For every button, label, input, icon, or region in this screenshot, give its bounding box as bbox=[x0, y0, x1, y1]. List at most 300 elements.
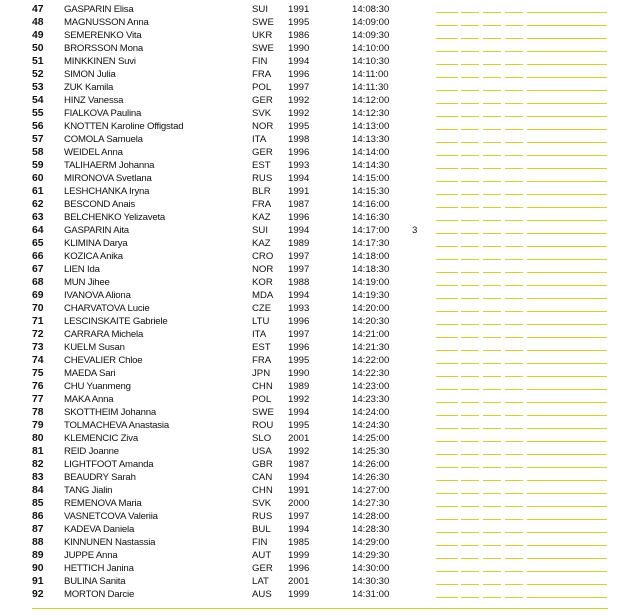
result-blank-line-2 bbox=[461, 558, 479, 559]
result-blank-line-4 bbox=[505, 38, 523, 39]
result-blank-line-1 bbox=[436, 272, 458, 273]
result-blank-line-2 bbox=[461, 233, 479, 234]
result-blank-line-1 bbox=[436, 311, 458, 312]
result-blank-line-3 bbox=[483, 142, 501, 143]
result-blank-line-3 bbox=[483, 558, 501, 559]
result-blank-line-2 bbox=[461, 51, 479, 52]
result-blank-line-3 bbox=[483, 168, 501, 169]
result-blank-line-5 bbox=[527, 376, 607, 377]
athlete-name: CARRARA Michela bbox=[64, 329, 144, 340]
start-list-row bbox=[0, 276, 632, 289]
result-blank-line-4 bbox=[505, 103, 523, 104]
start-list-row bbox=[0, 393, 632, 406]
result-blank-line-4 bbox=[505, 376, 523, 377]
start-time: 14:25:00 bbox=[352, 433, 390, 444]
result-blank-line-1 bbox=[436, 207, 458, 208]
result-blank-line-4 bbox=[505, 324, 523, 325]
result-blank-line-5 bbox=[527, 532, 607, 533]
athlete-name: ZUK Kamila bbox=[64, 82, 114, 93]
result-blank-line-5 bbox=[527, 25, 607, 26]
athlete-name: KNOTTEN Karoline Offigstad bbox=[64, 121, 184, 132]
result-blank-line-5 bbox=[527, 428, 607, 429]
nation-code: EST bbox=[252, 342, 271, 353]
athlete-name: BEAUDRY Sarah bbox=[64, 472, 136, 483]
start-list-row bbox=[0, 419, 632, 432]
start-list-row bbox=[0, 107, 632, 120]
birth-year: 2000 bbox=[288, 498, 310, 509]
start-time: 14:14:30 bbox=[352, 160, 390, 171]
birth-year: 1990 bbox=[288, 368, 310, 379]
result-blank-line-4 bbox=[505, 545, 523, 546]
result-blank-line-2 bbox=[461, 493, 479, 494]
result-blank-line-3 bbox=[483, 298, 501, 299]
nation-code: CRO bbox=[252, 251, 274, 262]
start-list-row bbox=[0, 94, 632, 107]
result-blank-line-1 bbox=[436, 532, 458, 533]
nation-code: POL bbox=[252, 82, 272, 93]
nation-code: SWE bbox=[252, 17, 274, 28]
bib-number: 55 bbox=[32, 108, 44, 119]
start-time: 14:23:00 bbox=[352, 381, 390, 392]
result-blank-line-3 bbox=[483, 545, 501, 546]
result-blank-line-4 bbox=[505, 207, 523, 208]
start-list-row bbox=[0, 224, 632, 237]
result-blank-line-3 bbox=[483, 77, 501, 78]
result-blank-line-1 bbox=[436, 480, 458, 481]
bib-number: 74 bbox=[32, 355, 44, 366]
result-blank-line-5 bbox=[527, 12, 607, 13]
nation-code: SVK bbox=[252, 108, 272, 119]
birth-year: 1994 bbox=[288, 173, 310, 184]
start-time: 14:10:30 bbox=[352, 56, 390, 67]
bib-number: 86 bbox=[32, 511, 44, 522]
result-blank-line-1 bbox=[436, 181, 458, 182]
result-blank-line-4 bbox=[505, 389, 523, 390]
bib-number: 80 bbox=[32, 433, 44, 444]
result-blank-line-4 bbox=[505, 246, 523, 247]
nation-code: SUI bbox=[252, 4, 268, 15]
birth-year: 1992 bbox=[288, 446, 310, 457]
bib-number: 66 bbox=[32, 251, 44, 262]
result-blank-line-3 bbox=[483, 246, 501, 247]
result-blank-line-4 bbox=[505, 64, 523, 65]
result-blank-line-1 bbox=[436, 298, 458, 299]
start-time: 14:19:00 bbox=[352, 277, 390, 288]
result-blank-line-4 bbox=[505, 155, 523, 156]
result-blank-line-5 bbox=[527, 415, 607, 416]
result-blank-line-4 bbox=[505, 506, 523, 507]
start-time: 14:17:30 bbox=[352, 238, 390, 249]
start-time: 14:23:30 bbox=[352, 394, 390, 405]
result-blank-line-1 bbox=[436, 454, 458, 455]
start-list-row bbox=[0, 484, 632, 497]
result-blank-line-5 bbox=[527, 597, 607, 598]
nation-code: KAZ bbox=[252, 238, 271, 249]
result-blank-line-5 bbox=[527, 103, 607, 104]
result-blank-line-3 bbox=[483, 493, 501, 494]
result-blank-line-2 bbox=[461, 428, 479, 429]
result-blank-line-2 bbox=[461, 454, 479, 455]
result-blank-line-2 bbox=[461, 441, 479, 442]
athlete-name: LIGHTFOOT Amanda bbox=[64, 459, 154, 470]
nation-code: FIN bbox=[252, 537, 268, 548]
bib-number: 52 bbox=[32, 69, 44, 80]
result-blank-line-1 bbox=[436, 350, 458, 351]
start-list-row bbox=[0, 510, 632, 523]
bib-number: 92 bbox=[32, 589, 44, 600]
start-time: 14:12:30 bbox=[352, 108, 390, 119]
result-blank-line-2 bbox=[461, 207, 479, 208]
start-list-row bbox=[0, 68, 632, 81]
bib-number: 60 bbox=[32, 173, 44, 184]
result-blank-line-4 bbox=[505, 480, 523, 481]
result-blank-line-2 bbox=[461, 532, 479, 533]
nation-code: JPN bbox=[252, 368, 271, 379]
result-blank-line-4 bbox=[505, 90, 523, 91]
result-blank-line-5 bbox=[527, 77, 607, 78]
result-blank-line-1 bbox=[436, 363, 458, 364]
start-list-row bbox=[0, 536, 632, 549]
result-blank-line-3 bbox=[483, 402, 501, 403]
bib-number: 87 bbox=[32, 524, 44, 535]
result-blank-line-2 bbox=[461, 298, 479, 299]
nation-code: KOR bbox=[252, 277, 273, 288]
result-blank-line-1 bbox=[436, 12, 458, 13]
start-time: 14:22:30 bbox=[352, 368, 390, 379]
start-time: 14:30:30 bbox=[352, 576, 390, 587]
result-blank-line-4 bbox=[505, 571, 523, 572]
result-blank-line-1 bbox=[436, 389, 458, 390]
result-blank-line-4 bbox=[505, 532, 523, 533]
result-blank-line-5 bbox=[527, 168, 607, 169]
result-blank-line-5 bbox=[527, 493, 607, 494]
bib-number: 48 bbox=[32, 17, 44, 28]
result-blank-line-2 bbox=[461, 545, 479, 546]
result-blank-line-3 bbox=[483, 207, 501, 208]
result-blank-line-1 bbox=[436, 64, 458, 65]
footer-rule bbox=[32, 608, 608, 609]
bib-number: 75 bbox=[32, 368, 44, 379]
nation-code: BUL bbox=[252, 524, 271, 535]
start-time: 14:28:30 bbox=[352, 524, 390, 535]
result-blank-line-5 bbox=[527, 584, 607, 585]
bib-number: 63 bbox=[32, 212, 44, 223]
bib-number: 65 bbox=[32, 238, 44, 249]
bib-number: 59 bbox=[32, 160, 44, 171]
birth-year: 1989 bbox=[288, 381, 310, 392]
result-blank-line-4 bbox=[505, 350, 523, 351]
result-blank-line-3 bbox=[483, 90, 501, 91]
result-blank-line-2 bbox=[461, 519, 479, 520]
result-blank-line-3 bbox=[483, 350, 501, 351]
result-blank-line-4 bbox=[505, 441, 523, 442]
result-blank-line-2 bbox=[461, 376, 479, 377]
result-blank-line-3 bbox=[483, 181, 501, 182]
start-time: 14:21:00 bbox=[352, 329, 390, 340]
birth-year: 1994 bbox=[288, 225, 310, 236]
birth-year: 1986 bbox=[288, 30, 310, 41]
start-list-row bbox=[0, 497, 632, 510]
result-blank-line-3 bbox=[483, 220, 501, 221]
birth-year: 1996 bbox=[288, 316, 310, 327]
birth-year: 1997 bbox=[288, 329, 310, 340]
result-blank-line-4 bbox=[505, 129, 523, 130]
result-blank-line-5 bbox=[527, 311, 607, 312]
result-blank-line-1 bbox=[436, 337, 458, 338]
athlete-name: BULINA Sanita bbox=[64, 576, 126, 587]
result-blank-line-2 bbox=[461, 402, 479, 403]
start-list-row bbox=[0, 328, 632, 341]
start-time: 14:29:00 bbox=[352, 537, 390, 548]
start-list-row bbox=[0, 367, 632, 380]
result-blank-line-1 bbox=[436, 168, 458, 169]
start-time: 14:24:30 bbox=[352, 420, 390, 431]
result-blank-line-3 bbox=[483, 25, 501, 26]
birth-year: 1999 bbox=[288, 589, 310, 600]
athlete-name: VASNETCOVA Valeriia bbox=[64, 511, 158, 522]
start-time: 14:22:00 bbox=[352, 355, 390, 366]
start-time: 14:08:30 bbox=[352, 4, 390, 15]
result-blank-line-2 bbox=[461, 363, 479, 364]
result-blank-line-1 bbox=[436, 220, 458, 221]
result-blank-line-3 bbox=[483, 51, 501, 52]
result-blank-line-3 bbox=[483, 324, 501, 325]
athlete-name: FIALKOVA Paulina bbox=[64, 108, 142, 119]
nation-code: EST bbox=[252, 160, 271, 171]
result-blank-line-4 bbox=[505, 519, 523, 520]
nation-code: SWE bbox=[252, 43, 274, 54]
athlete-name: KINNUNEN Nastassia bbox=[64, 537, 156, 548]
start-time: 14:17:00 bbox=[352, 225, 390, 236]
bib-number: 70 bbox=[32, 303, 44, 314]
bib-number: 64 bbox=[32, 225, 44, 236]
start-time: 14:30:00 bbox=[352, 563, 390, 574]
result-blank-line-4 bbox=[505, 337, 523, 338]
result-blank-line-3 bbox=[483, 428, 501, 429]
bib-number: 61 bbox=[32, 186, 44, 197]
bib-number: 88 bbox=[32, 537, 44, 548]
athlete-name: LESCINSKAITE Gabriele bbox=[64, 316, 168, 327]
nation-code: SWE bbox=[252, 407, 274, 418]
result-blank-line-2 bbox=[461, 181, 479, 182]
start-time: 14:26:30 bbox=[352, 472, 390, 483]
birth-year: 2001 bbox=[288, 576, 310, 587]
result-blank-line-3 bbox=[483, 506, 501, 507]
result-blank-line-2 bbox=[461, 220, 479, 221]
result-blank-line-3 bbox=[483, 363, 501, 364]
result-blank-line-4 bbox=[505, 597, 523, 598]
nation-code: FIN bbox=[252, 56, 268, 67]
athlete-name: GASPARIN Aita bbox=[64, 225, 129, 236]
start-time: 14:18:30 bbox=[352, 264, 390, 275]
result-blank-line-1 bbox=[436, 51, 458, 52]
result-blank-line-4 bbox=[505, 415, 523, 416]
birth-year: 1994 bbox=[288, 472, 310, 483]
result-blank-line-1 bbox=[436, 38, 458, 39]
result-blank-line-2 bbox=[461, 103, 479, 104]
start-list-row bbox=[0, 380, 632, 393]
start-time: 14:15:00 bbox=[352, 173, 390, 184]
bib-number: 62 bbox=[32, 199, 44, 210]
start-list-row bbox=[0, 55, 632, 68]
bib-number: 53 bbox=[32, 82, 44, 93]
result-blank-line-5 bbox=[527, 233, 607, 234]
result-blank-line-4 bbox=[505, 402, 523, 403]
result-blank-line-1 bbox=[436, 441, 458, 442]
bib-number: 76 bbox=[32, 381, 44, 392]
result-blank-line-2 bbox=[461, 116, 479, 117]
birth-year: 1994 bbox=[288, 290, 310, 301]
bib-number: 49 bbox=[32, 30, 44, 41]
result-blank-line-1 bbox=[436, 233, 458, 234]
start-time: 14:13:30 bbox=[352, 134, 390, 145]
result-blank-line-1 bbox=[436, 493, 458, 494]
result-blank-line-3 bbox=[483, 571, 501, 572]
result-blank-line-4 bbox=[505, 220, 523, 221]
start-time: 14:21:30 bbox=[352, 342, 390, 353]
birth-year: 1995 bbox=[288, 17, 310, 28]
result-blank-line-2 bbox=[461, 155, 479, 156]
athlete-name: REID Joanne bbox=[64, 446, 119, 457]
result-blank-line-5 bbox=[527, 324, 607, 325]
bib-number: 71 bbox=[32, 316, 44, 327]
result-blank-line-1 bbox=[436, 519, 458, 520]
result-blank-line-1 bbox=[436, 558, 458, 559]
nation-code: NOR bbox=[252, 264, 274, 275]
start-list-row bbox=[0, 341, 632, 354]
result-blank-line-4 bbox=[505, 181, 523, 182]
bib-number: 73 bbox=[32, 342, 44, 353]
start-list-row bbox=[0, 42, 632, 55]
birth-year: 1999 bbox=[288, 550, 310, 561]
start-list-row bbox=[0, 432, 632, 445]
result-blank-line-1 bbox=[436, 415, 458, 416]
athlete-name: KLEMENCIC Ziva bbox=[64, 433, 138, 444]
result-blank-line-4 bbox=[505, 467, 523, 468]
start-time: 14:13:00 bbox=[352, 121, 390, 132]
result-blank-line-4 bbox=[505, 168, 523, 169]
nation-code: KAZ bbox=[252, 212, 271, 223]
birth-year: 1992 bbox=[288, 95, 310, 106]
result-blank-line-3 bbox=[483, 64, 501, 65]
result-blank-line-3 bbox=[483, 103, 501, 104]
start-list-row bbox=[0, 549, 632, 562]
start-time: 14:25:30 bbox=[352, 446, 390, 457]
nation-code: CAN bbox=[252, 472, 273, 483]
result-blank-line-2 bbox=[461, 168, 479, 169]
start-time: 14:31:00 bbox=[352, 589, 390, 600]
start-list-table bbox=[0, 3, 632, 601]
result-blank-line-1 bbox=[436, 428, 458, 429]
start-list-row bbox=[0, 315, 632, 328]
bib-number: 91 bbox=[32, 576, 44, 587]
start-list-row bbox=[0, 458, 632, 471]
bib-number: 67 bbox=[32, 264, 44, 275]
result-blank-line-5 bbox=[527, 480, 607, 481]
result-blank-line-1 bbox=[436, 402, 458, 403]
nation-code: FRA bbox=[252, 199, 272, 210]
nation-code: LTU bbox=[252, 316, 270, 327]
start-time: 14:16:30 bbox=[352, 212, 390, 223]
result-blank-line-2 bbox=[461, 584, 479, 585]
athlete-name: SKOTTHEIM Johanna bbox=[64, 407, 157, 418]
nation-code: AUT bbox=[252, 550, 272, 561]
birth-year: 1996 bbox=[288, 69, 310, 80]
birth-year: 1998 bbox=[288, 134, 310, 145]
result-blank-line-2 bbox=[461, 129, 479, 130]
nation-code: ITA bbox=[252, 329, 267, 340]
nation-code: USA bbox=[252, 446, 272, 457]
result-blank-line-2 bbox=[461, 415, 479, 416]
result-blank-line-3 bbox=[483, 389, 501, 390]
result-blank-line-3 bbox=[483, 194, 501, 195]
start-time: 14:11:30 bbox=[352, 82, 389, 93]
birth-year: 1997 bbox=[288, 82, 310, 93]
result-blank-line-5 bbox=[527, 558, 607, 559]
result-blank-line-5 bbox=[527, 298, 607, 299]
start-list-row bbox=[0, 159, 632, 172]
start-time: 14:11:00 bbox=[352, 69, 389, 80]
result-blank-line-1 bbox=[436, 77, 458, 78]
athlete-name: BRORSSON Mona bbox=[64, 43, 143, 54]
start-time: 14:12:00 bbox=[352, 95, 390, 106]
athlete-name: SIMON Julia bbox=[64, 69, 116, 80]
nation-code: CHN bbox=[252, 381, 273, 392]
athlete-name: MUN Jihee bbox=[64, 277, 110, 288]
nation-code: SLO bbox=[252, 433, 272, 444]
athlete-name: TALIHAERM Johanna bbox=[64, 160, 155, 171]
result-blank-line-5 bbox=[527, 389, 607, 390]
nation-code: GBR bbox=[252, 459, 273, 470]
athlete-name: JUPPE Anna bbox=[64, 550, 118, 561]
birth-year: 1992 bbox=[288, 394, 310, 405]
nation-code: CZE bbox=[252, 303, 272, 314]
result-blank-line-3 bbox=[483, 285, 501, 286]
result-blank-line-1 bbox=[436, 506, 458, 507]
start-list-row bbox=[0, 445, 632, 458]
result-blank-line-5 bbox=[527, 259, 607, 260]
result-blank-line-3 bbox=[483, 584, 501, 585]
bib-number: 69 bbox=[32, 290, 44, 301]
start-list-row bbox=[0, 16, 632, 29]
start-list-row bbox=[0, 211, 632, 224]
nation-code: RUS bbox=[252, 511, 273, 522]
result-blank-line-5 bbox=[527, 350, 607, 351]
nation-code: LAT bbox=[252, 576, 269, 587]
start-time: 14:20:00 bbox=[352, 303, 390, 314]
result-blank-line-3 bbox=[483, 38, 501, 39]
result-blank-line-1 bbox=[436, 584, 458, 585]
start-time: 14:19:30 bbox=[352, 290, 390, 301]
start-list-row bbox=[0, 575, 632, 588]
athlete-name: MORTON Darcie bbox=[64, 589, 135, 600]
result-blank-line-1 bbox=[436, 597, 458, 598]
birth-year: 1996 bbox=[288, 342, 310, 353]
athlete-name: MIRONOVA Svetlana bbox=[64, 173, 152, 184]
bib-number: 57 bbox=[32, 134, 44, 145]
athlete-name: TOLMACHEVA Anastasia bbox=[64, 420, 169, 431]
athlete-name: SEMERENKO Vita bbox=[64, 30, 142, 41]
start-list-row bbox=[0, 263, 632, 276]
start-list-row bbox=[0, 588, 632, 601]
result-blank-line-4 bbox=[505, 259, 523, 260]
result-blank-line-5 bbox=[527, 545, 607, 546]
start-list-row bbox=[0, 133, 632, 146]
birth-year: 1988 bbox=[288, 277, 310, 288]
start-list-row bbox=[0, 471, 632, 484]
result-blank-line-4 bbox=[505, 12, 523, 13]
athlete-name: COMOLA Samuela bbox=[64, 134, 143, 145]
